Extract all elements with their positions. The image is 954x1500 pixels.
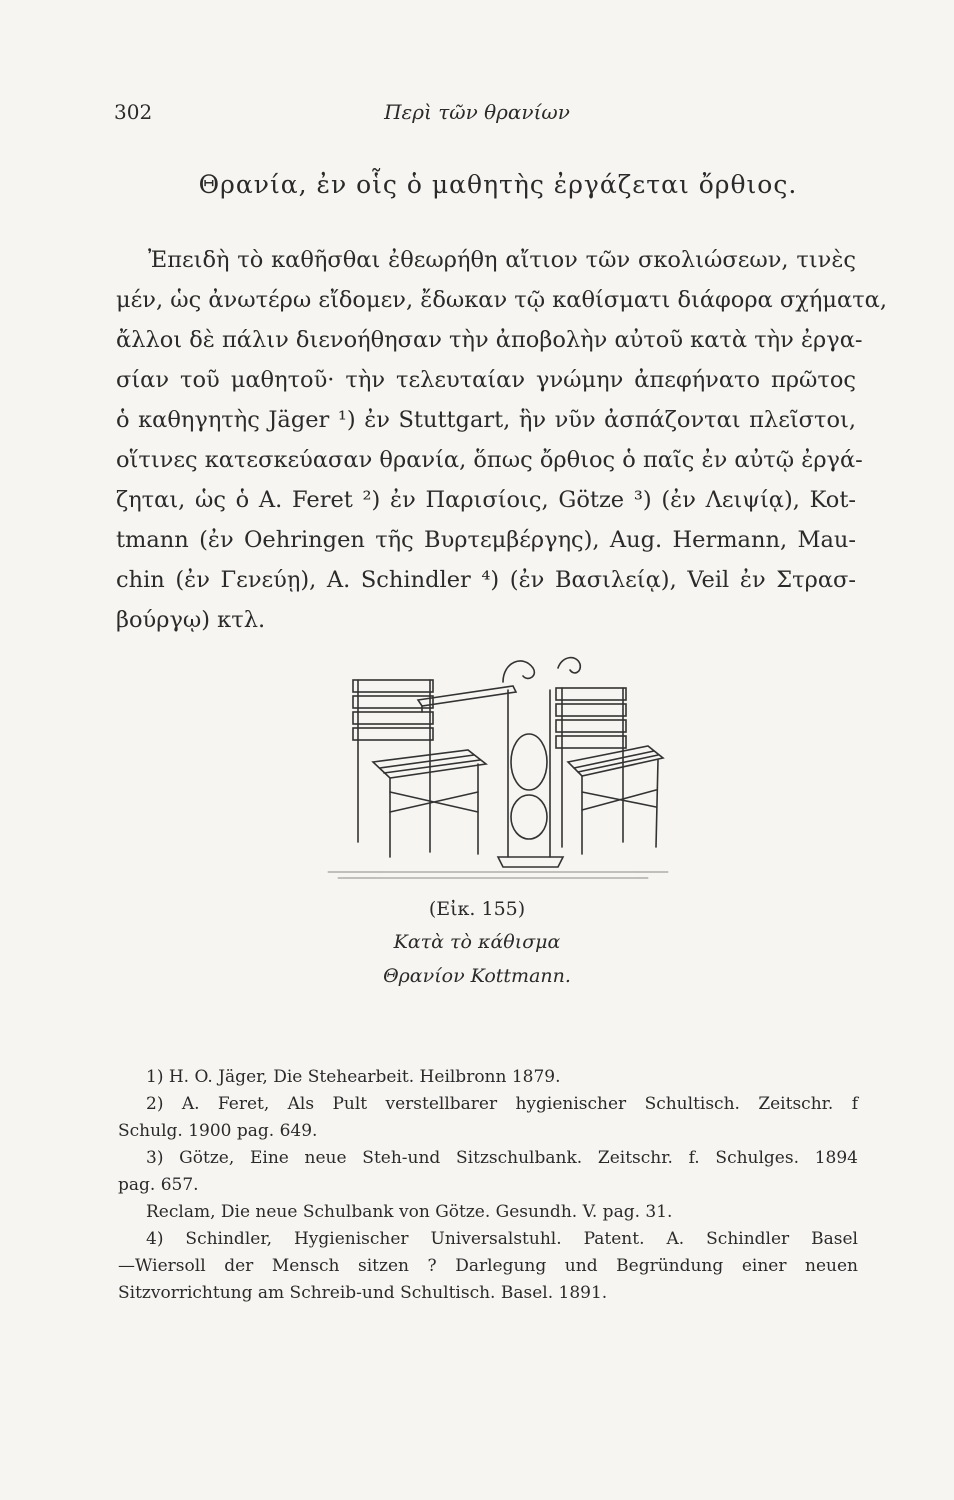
footnote: pag. 657. bbox=[118, 1175, 199, 1195]
paragraph-line: tmann (ἐν Oehringen τῆς Βυρτεμβέργης), Aug. Hermann, Mau- bbox=[116, 527, 856, 553]
paragraph-line: οἵτινες κατεσκεύασαν θρανία, ὅπως ὄρθιος ὁ παῖς ἐν αὐτῷ ἐργά- bbox=[116, 447, 863, 473]
school-bench-illustration bbox=[318, 642, 678, 892]
figure-caption: Θρανίον Kottmann. bbox=[383, 965, 571, 987]
paragraph-line: chin (ἐν Γενεύῃ), A. Schindler ⁴) (ἐν Βασιλείᾳ), Veil ἐν Στρασ- bbox=[116, 567, 856, 593]
paragraph-line: σίαν τοῦ μαθητοῦ· τὴν τελευταίαν γνώμην ἀπεφήνατο πρῶτος bbox=[116, 367, 856, 393]
footnote: Reclam, Die neue Schulbank von Götze. Gesundh. V. pag. 31. bbox=[146, 1202, 673, 1222]
paragraph-line: ὁ καθηγητὴς Jäger ¹) ἐν Stuttgart, ἣν νῦν ἀσπάζονται πλεῖστοι, bbox=[116, 407, 856, 433]
footnotes bbox=[118, 1064, 858, 1307]
paragraph-line: ζηται, ὡς ὁ A. Feret ²) ἐν Παρισίοις, Götze ³) (ἐν Λειψίᾳ), Kot- bbox=[116, 487, 856, 513]
page-number: 302 bbox=[114, 100, 153, 124]
paragraph-line: μέν, ὡς ἀνωτέρω εἴδομεν, ἔδωκαν τῷ καθίσματι διάφορα σχήματα, bbox=[116, 287, 887, 313]
footnote: 2) A. Feret, Als Pult verstellbarer hygienischer Schultisch. Zeitschr. f bbox=[146, 1094, 858, 1114]
section-heading: Θρανία, ἐν οἷς ὁ μαθητὴς ἐργάζεται ὄρθιος. bbox=[198, 170, 798, 199]
footnote: —Wiersoll der Mensch sitzen ? Darlegung und Begründung einer neuen bbox=[118, 1256, 858, 1276]
footnote: 4) Schindler, Hygienischer Universalstuhl. Patent. A. Schindler Basel bbox=[146, 1229, 858, 1249]
body-paragraph bbox=[116, 240, 887, 640]
paragraph-line: βούργῳ) κτλ. bbox=[116, 607, 266, 633]
paragraph-line: ἄλλοι δὲ πάλιν διενοήθησαν τὴν ἀποβολὴν αὐτοῦ κατὰ τὴν ἐργα- bbox=[116, 327, 863, 353]
paragraph-line: Ἐπειδὴ τὸ καθῆσθαι ἐθεωρήθη αἴτιον τῶν σκολιώσεων, τινὲς bbox=[148, 247, 856, 273]
footnote: Schulg. 1900 pag. 649. bbox=[118, 1121, 318, 1141]
footnote: 1) H. O. Jäger, Die Stehearbeit. Heilbronn 1879. bbox=[146, 1067, 561, 1087]
figure-caption: Κατὰ τὸ κάθισμα bbox=[393, 931, 561, 953]
footnote: Sitzvorrichtung am Schreib-und Schultisch. Basel. 1891. bbox=[118, 1283, 608, 1303]
running-head: Περὶ τῶν θρανίων bbox=[384, 100, 570, 124]
footnote: 3) Götze, Eine neue Steh-und Sitzschulbank. Zeitschr. f. Schulges. 1894 bbox=[146, 1148, 858, 1168]
figure-number: (Εἰκ. 155) bbox=[428, 898, 526, 920]
